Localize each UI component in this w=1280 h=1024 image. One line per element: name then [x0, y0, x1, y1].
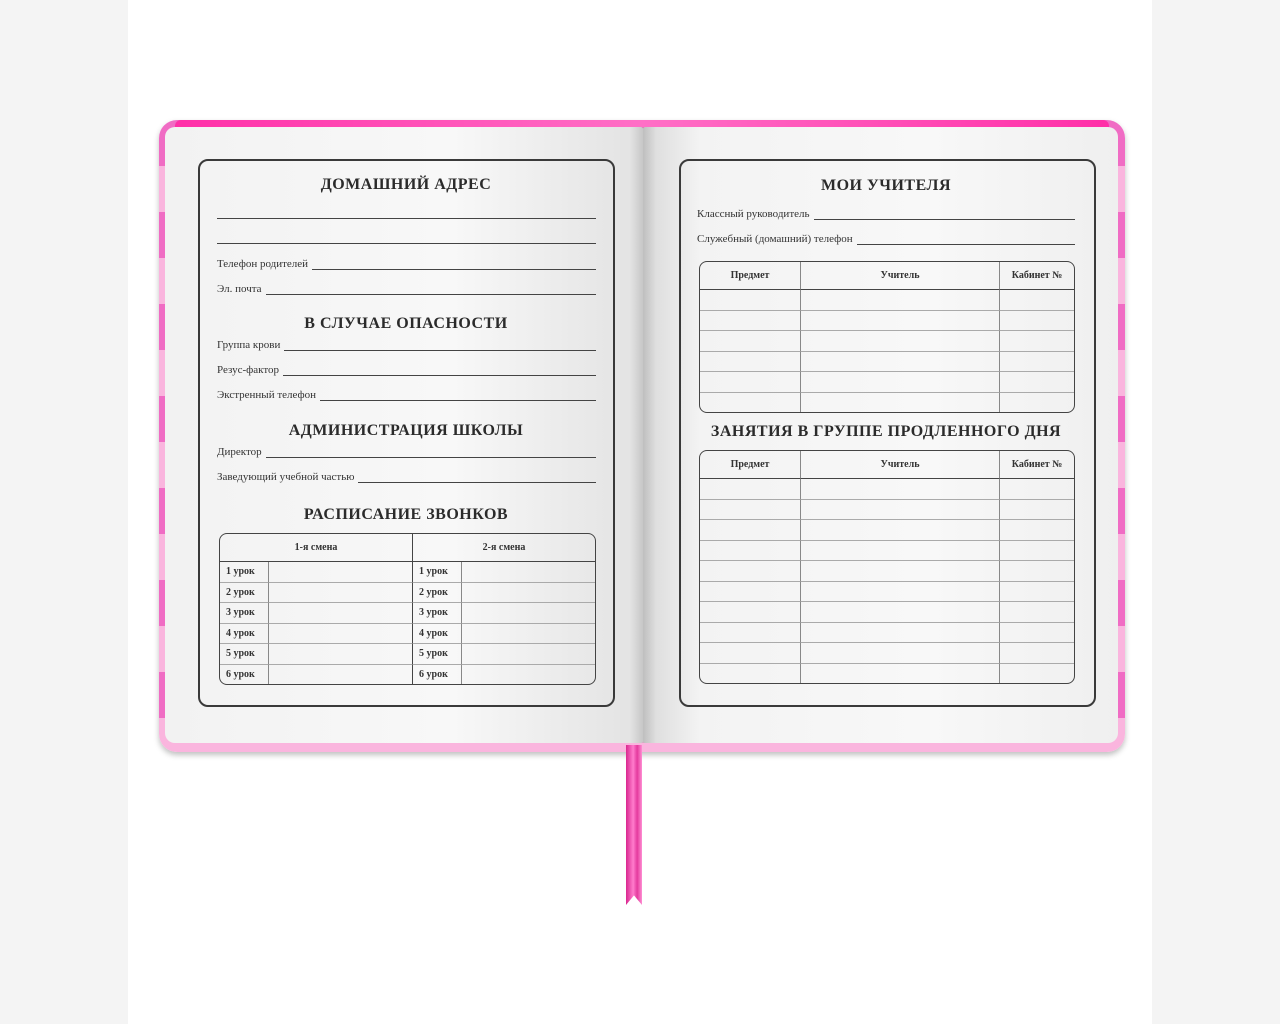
administration-heading: АДМИНИСТРАЦИЯ ШКОЛЫ — [288, 422, 524, 439]
lesson-label: 1 урок — [220, 562, 269, 583]
room-header: Кабинет № — [1000, 262, 1074, 290]
table-row — [220, 603, 595, 624]
lesson-label: 3 урок — [220, 603, 269, 624]
director-label: Директор — [217, 446, 262, 458]
rh-factor-label: Резус-фактор — [217, 364, 280, 376]
class-teacher-field — [697, 208, 1075, 220]
address-line-1 — [217, 218, 596, 219]
parents-phone-field — [217, 258, 596, 270]
table-row — [700, 643, 1074, 664]
lesson-label: 5 урок — [220, 644, 269, 665]
shift-2-header: 2-я смена — [413, 534, 595, 562]
parents-phone-label: Телефон родителей — [217, 258, 309, 270]
email-field — [217, 283, 596, 295]
table-row — [700, 372, 1074, 393]
afterschool-heading: ЗАНЯТИЯ В ГРУППЕ ПРОДЛЕННОГО ДНЯ — [710, 423, 1062, 440]
table-row — [700, 623, 1074, 644]
table-row — [700, 541, 1074, 562]
work-phone-label: Служебный (домашний) телефон — [697, 233, 853, 245]
subject-header: Предмет — [700, 262, 801, 290]
blood-group-label: Группа крови — [217, 339, 281, 351]
lesson-label: 3 урок — [413, 603, 462, 624]
table-row — [220, 562, 595, 583]
table-row — [220, 583, 595, 604]
table-row — [700, 561, 1074, 582]
rh-factor-field — [217, 364, 596, 376]
table-row — [700, 500, 1074, 521]
blood-group-field — [217, 339, 596, 351]
address-line-2 — [217, 243, 596, 244]
table-row — [700, 352, 1074, 373]
table-row — [700, 582, 1074, 603]
shift-1-header: 1-я смена — [220, 534, 413, 562]
table-row — [700, 311, 1074, 332]
teacher-header: Учитель — [801, 451, 1000, 479]
teacher-header: Учитель — [801, 262, 1000, 290]
email-label: Эл. почта — [217, 283, 262, 295]
lesson-label: 2 урок — [220, 583, 269, 604]
table-row — [220, 624, 595, 645]
work-phone-field — [697, 233, 1075, 245]
table-row — [700, 479, 1074, 500]
lesson-label: 6 урок — [220, 665, 269, 685]
table-row — [700, 393, 1074, 413]
table-row — [700, 331, 1074, 352]
table-row — [700, 602, 1074, 623]
emergency-heading: В СЛУЧАЕ ОПАСНОСТИ — [304, 315, 508, 332]
lesson-label: 4 урок — [220, 624, 269, 645]
spine-shadow — [630, 127, 656, 743]
table-row — [220, 665, 595, 685]
lesson-label: 1 урок — [413, 562, 462, 583]
subject-header: Предмет — [700, 451, 801, 479]
bell-schedule-heading: РАСПИСАНИЕ ЗВОНКОВ — [303, 506, 509, 523]
emergency-phone-field — [217, 389, 596, 401]
head-teacher-field — [217, 471, 596, 483]
director-field — [217, 446, 596, 458]
class-teacher-label: Классный руководитель — [697, 208, 810, 220]
lesson-label: 5 урок — [413, 644, 462, 665]
table-row — [220, 644, 595, 665]
lesson-label: 6 урок — [413, 665, 462, 685]
home-address-heading: ДОМАШНИЙ АДРЕС — [320, 176, 492, 193]
table-row — [700, 290, 1074, 311]
room-header: Кабинет № — [1000, 451, 1074, 479]
lesson-label: 2 урок — [413, 583, 462, 604]
lesson-label: 4 урок — [413, 624, 462, 645]
emergency-phone-label: Экстренный телефон — [217, 389, 317, 401]
table-row — [700, 520, 1074, 541]
head-teacher-label: Заведующий учебной частью — [217, 471, 355, 483]
table-row — [700, 664, 1074, 684]
bell-schedule-table — [219, 533, 596, 685]
afterschool-table — [699, 450, 1075, 684]
bookmark-ribbon — [626, 745, 642, 905]
teachers-table — [699, 261, 1075, 413]
my-teachers-heading: МОИ УЧИТЕЛЯ — [820, 177, 952, 194]
